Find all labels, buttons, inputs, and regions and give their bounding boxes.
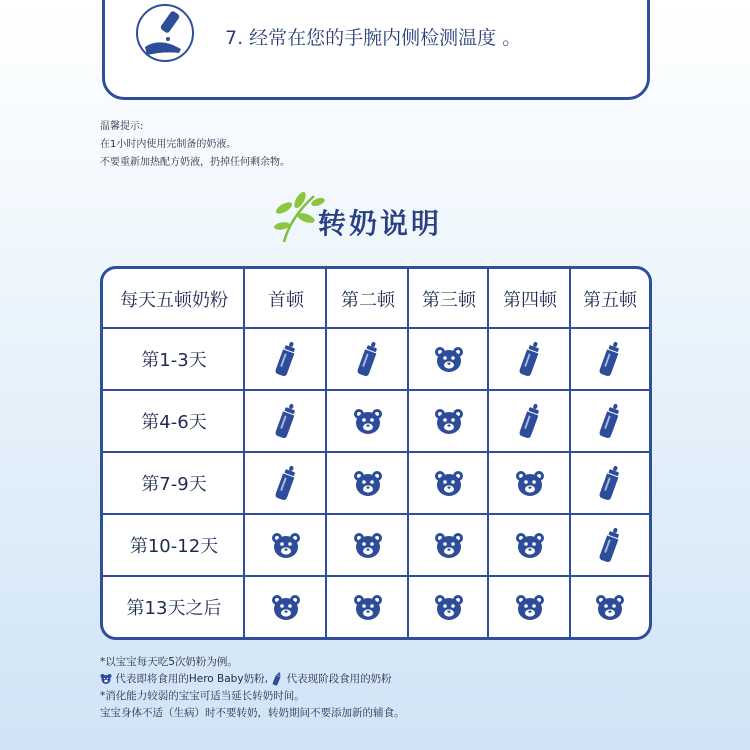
bottle-icon bbox=[571, 391, 649, 451]
bottle-icon bbox=[327, 329, 409, 389]
footnote: 宝宝身体不适（生病）时不要转奶，转奶期间不要添加新的辅食。 bbox=[100, 707, 405, 719]
day-range-label: 第13天之后 bbox=[126, 598, 222, 619]
bear-icon bbox=[571, 577, 649, 637]
footnote-text: 代表即将食用的Hero Baby奶粉, bbox=[115, 673, 268, 685]
bear-icon bbox=[100, 672, 112, 686]
header-cell: 第二顿 bbox=[341, 290, 395, 311]
table-header-row bbox=[103, 269, 649, 329]
bear-icon bbox=[489, 515, 571, 575]
table-row bbox=[103, 329, 649, 389]
bear-icon bbox=[245, 577, 327, 637]
bear-icon bbox=[409, 329, 489, 389]
tips-line: 不要重新加热配方奶液，扔掉任何剩余物。 bbox=[100, 157, 290, 168]
table-row bbox=[103, 391, 649, 451]
bear-icon bbox=[409, 453, 489, 513]
header-cell: 每天五顿奶粉 bbox=[120, 290, 228, 311]
footnote-legend bbox=[100, 671, 405, 688]
bear-icon bbox=[327, 577, 409, 637]
bottle-icon bbox=[245, 329, 327, 389]
header-cell: 首顿 bbox=[268, 290, 304, 311]
bear-icon bbox=[327, 391, 409, 451]
footnote: *消化能力较弱的宝宝可适当延长转奶时间。 bbox=[100, 690, 305, 702]
tips-heading: 温馨提示: bbox=[100, 121, 144, 132]
bottle-icon bbox=[571, 515, 649, 575]
header-cell: 第五顿 bbox=[583, 290, 637, 311]
header-cell: 第四顿 bbox=[503, 290, 557, 311]
bear-icon bbox=[409, 577, 489, 637]
day-range-label: 第1-3天 bbox=[141, 350, 207, 371]
footnotes bbox=[100, 654, 405, 722]
bottle-icon bbox=[245, 453, 327, 513]
transition-table bbox=[100, 266, 652, 640]
tips-line: 在1小时内使用完制备的奶液。 bbox=[100, 139, 237, 150]
day-range-label: 第10-12天 bbox=[129, 536, 219, 557]
header-cell: 第三顿 bbox=[422, 290, 476, 311]
bottle-icon bbox=[271, 672, 283, 686]
bottle-icon bbox=[571, 453, 649, 513]
footnote: *以宝宝每天吃5次奶粉为例。 bbox=[100, 656, 238, 668]
wrist-test-icon bbox=[135, 3, 195, 63]
bear-icon bbox=[245, 515, 327, 575]
bear-icon bbox=[409, 515, 489, 575]
step-card bbox=[102, 0, 650, 100]
bottle-icon bbox=[245, 391, 327, 451]
step-instruction: 7. 经常在您的手腕内侧检测温度 。 bbox=[225, 27, 522, 49]
section-title: 转奶说明 bbox=[318, 207, 443, 240]
footnote-text: 代表现阶段食用的奶粉 bbox=[286, 673, 392, 685]
table-row bbox=[103, 577, 649, 637]
table-row bbox=[103, 453, 649, 513]
bear-icon bbox=[327, 515, 409, 575]
bottle-icon bbox=[489, 329, 571, 389]
bear-icon bbox=[327, 453, 409, 513]
table-row bbox=[103, 515, 649, 575]
bottle-icon bbox=[571, 329, 649, 389]
bottle-icon bbox=[489, 391, 571, 451]
bear-icon bbox=[409, 391, 489, 451]
day-range-label: 第7-9天 bbox=[141, 474, 207, 495]
day-range-label: 第4-6天 bbox=[141, 412, 207, 433]
bear-icon bbox=[489, 577, 571, 637]
bear-icon bbox=[489, 453, 571, 513]
tips-block bbox=[100, 118, 290, 172]
